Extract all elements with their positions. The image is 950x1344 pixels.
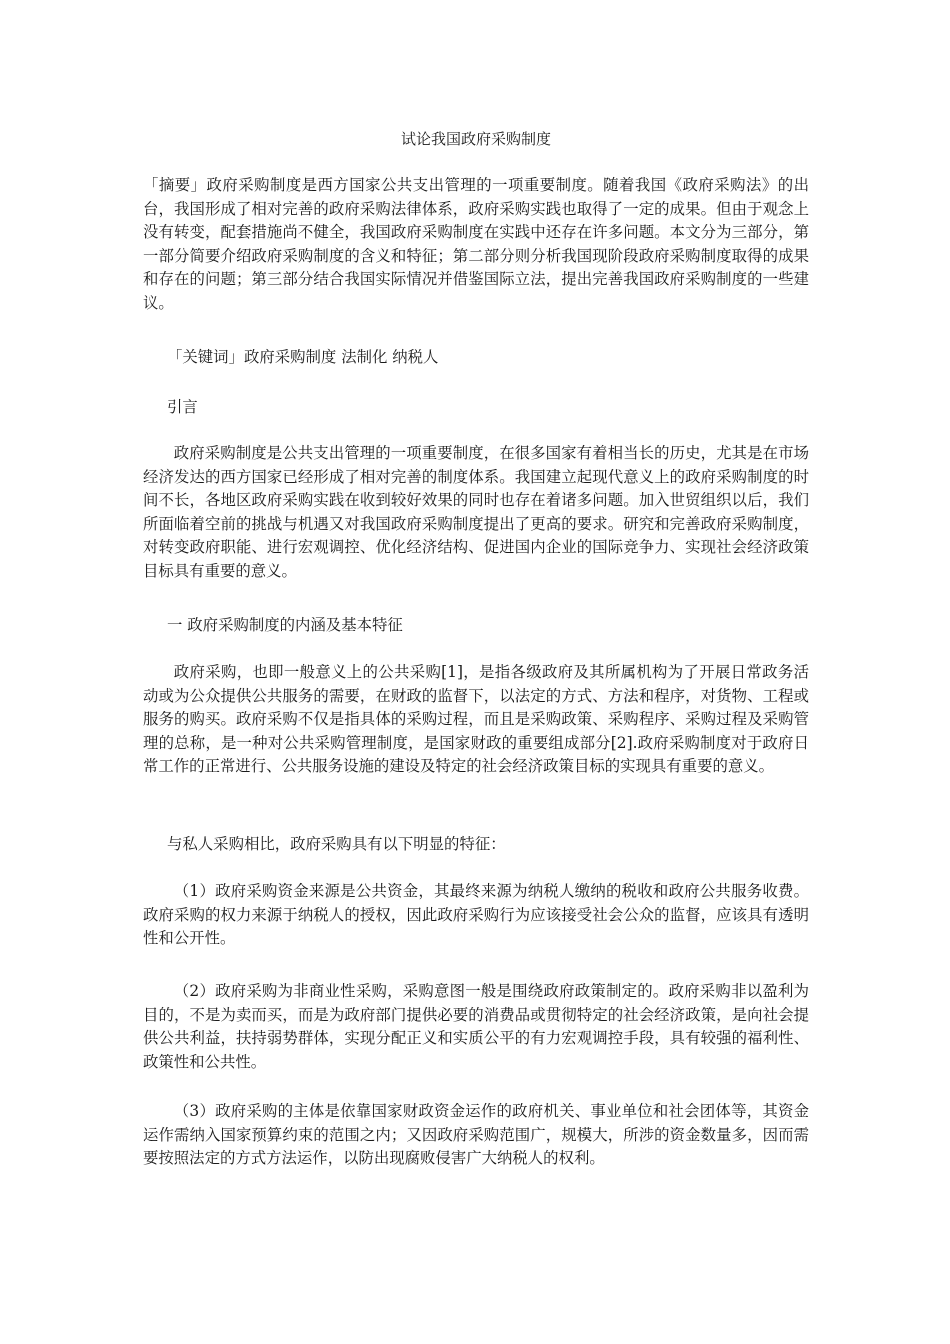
feature-3-paragraph: （3）政府采购的主体是依靠国家财政资金运作的政府机关、事业单位和社会团体等，其资金运作需纳入国家预算约束的范围之内；又因政府采购范围广，规模大，所涉的资金数量多，因而需要按照法定的方式方法运作，以防出现腐败侵害广大纳税人的权利。 (143, 1102, 809, 1168)
intro-heading: 引言 (167, 398, 198, 416)
keywords-line: 「关键词」政府采购制度 法制化 纳税人 (167, 348, 439, 366)
feature-1-paragraph: （1）政府采购资金来源是公共资金，其最终来源为纳税人缴纳的税收和政府公共服务收费。政府采购的权力来源于纳税人的授权，因此政府采购行为应该接受社会公众的监督，应该具有透明性和公开性。 (143, 882, 809, 948)
section-1-paragraph: 政府采购，也即一般意义上的公共采购[1]，是指各级政府及其所属机构为了开展日常政务活动或为公众提供公共服务的需要，在财政的监督下，以法定的方式、方法和程序，对货物、工程或服务的购买。政府采购不仅是指具体的采购过程，而且是采购政策、采购程序、采购过程及采购管理的总称，是一种对公共采购管理制度，是国家财政的重要组成部分[2].政府采购制度对于政府日常工作的正常进行、公共服务设施的建设及特定的社会经济政策目标的实现具有重要的意义。 (143, 663, 809, 776)
document-title: 试论我国政府采购制度 (400, 130, 551, 148)
feature-2-paragraph: （2）政府采购为非商业性采购，采购意图一般是围绕政府政策制定的。政府采购非以盈利为目的，不是为卖而买，而是为政府部门提供必要的消费品或贯彻特定的社会经济政策，是向社会提供公共利益，扶持弱势群体，实现分配正义和实质公平的有力宏观调控手段，具有较强的福利性、政策性和公共性。 (143, 982, 809, 1071)
section-1-heading: 一 政府采购制度的内涵及基本特征 (167, 616, 403, 634)
features-intro: 与私人采购相比，政府采购具有以下明显的特征： (167, 835, 506, 853)
abstract-paragraph: 「摘要」政府采购制度是西方国家公共支出管理的一项重要制度。随着我国《政府采购法》的出台，我国形成了相对完善的政府采购法律体系，政府采购实践也取得了一定的成果。但由于观念上没有转变，配套措施尚不健全，我国政府采购制度在实践中还存在许多问题。本文分为三部分，第一部分简要介绍政府采购制度的含义和特征；第二部分则分析我国现阶段政府采购制度取得的成果和存在的问题；第三部分结合我国实际情况并借鉴国际立法，提出完善我国政府采购制度的一些建议。 (143, 176, 809, 312)
intro-paragraph: 政府采购制度是公共支出管理的一项重要制度，在很多国家有着相当长的历史，尤其是在市场经济发达的西方国家已经形成了相对完善的制度体系。我国建立起现代意义上的政府采购制度的时间不长，各地区政府采购实践在收到较好效果的同时也存在着诸多问题。加入世贸组织以后，我们所面临着空前的挑战与机遇又对我国政府采购制度提出了更高的要求。研究和完善政府采购制度，对转变政府职能、进行宏观调控、优化经济结构、促进国内企业的国际竞争力、实现社会经济政策目标具有重要的意义。 (143, 444, 809, 580)
